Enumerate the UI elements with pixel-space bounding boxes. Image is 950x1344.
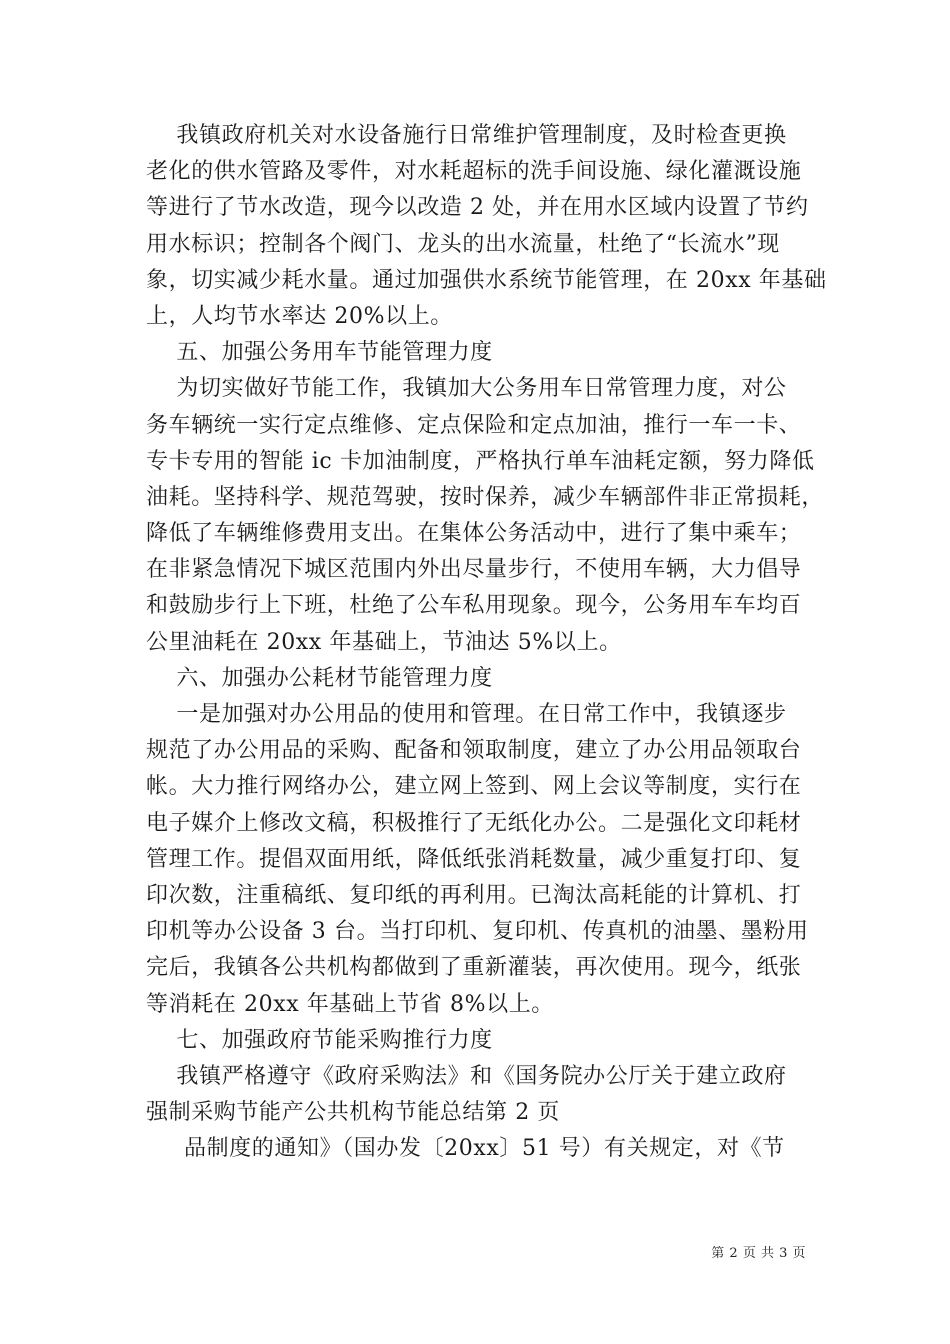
paragraph-line: 老化的供水管路及零件，对水耗超标的洗手间设施、绿化灌溉设施 [146,159,802,185]
paragraph-line: 强制采购节能产公共机构节能总结第 2 页 [146,1100,560,1126]
paragraph-line: 降低了车辆维修费用支出。在集体公务活动中，进行了集中乘车； [146,521,802,547]
paragraph-line: 品制度的通知》（国办发〔20xx〕51 号）有关规定，对《节 [146,1136,785,1162]
paragraph-line: 等消耗在 20xx 年基础上节省 8%以上。 [146,991,554,1017]
document-body [146,118,826,1167]
section-heading: 五、加强公务用车节能管理力度 [146,340,493,366]
paragraph-line: 帐。大力推行网络办公，建立网上签到、网上会议等制度，实行在 [146,774,802,800]
paragraph-line: 为切实做好节能工作，我镇加大公务用车日常管理力度，对公 [146,376,787,402]
paragraph-line: 规范了办公用品的采购、配备和领取制度，建立了办公用品领取台 [146,738,802,764]
paragraph-line: 务车辆统一实行定点维修、定点保险和定点加油，推行一车一卡、 [146,412,802,438]
paragraph-line: 我镇严格遵守《政府采购法》和《国务院办公厅关于建立政府 [146,1063,787,1089]
paragraph-line: 一是加强对办公用品的使用和管理。在日常工作中，我镇逐步 [146,702,787,727]
paragraph-line: 专卡专用的智能 ic 卡加油制度，严格执行单车油耗定额，努力降低 [146,448,815,474]
paragraph-line: 和鼓励步行上下班，杜绝了公车私用现象。现今，公务用车车均百 [146,593,802,619]
section-heading: 七、加强政府节能采购推行力度 [146,1027,493,1053]
paragraph-line: 用水标识；控制各个阀门、龙头的出水流量，杜绝了“长流水”现 [146,231,780,257]
paragraph-line: 完后，我镇各公共机构都做到了重新灌装，再次使用。现今，纸张 [146,955,802,981]
paragraph-line: 印次数，注重稿纸、复印纸的再利用。已淘汰高耗能的计算机、打 [146,882,802,908]
paragraph-line: 印机等办公设备 3 台。当打印机、复印机、传真机的油墨、墨粉用 [146,919,809,945]
paragraph-line: 我镇政府机关对水设备施行日常维护管理制度，及时检查更换 [146,123,787,148]
paragraph-line: 象，切实减少耗水量。通过加强供水系统节能管理，在 20xx 年基础 [146,267,827,293]
paragraph-line: 等进行了节水改造，现今以改造 2 处，并在用水区域内设置了节约 [146,195,809,221]
section-heading: 六、加强办公耗材节能管理力度 [146,665,493,691]
paragraph-line: 在非紧急情况下城区范围内外出尽量步行，不使用车辆，大力倡导 [146,557,802,583]
paragraph-line: 管理工作。提倡双面用纸，降低纸张消耗数量，减少重复打印、复 [146,846,802,872]
paragraph-line: 油耗。坚持科学、规范驾驶，按时保养，减少车辆部件非正常损耗， [146,484,825,510]
page-number-footer: 第 2 页 共 3 页 [711,1246,806,1261]
paragraph-line: 电子媒介上修改文稿，积极推行了无纸化办公。二是强化文印耗材 [146,810,802,836]
paragraph-line: 公里油耗在 20xx 年基础上，节油达 5%以上。 [146,629,622,655]
paragraph-line: 上，人均节水率达 20%以上。 [146,303,453,329]
